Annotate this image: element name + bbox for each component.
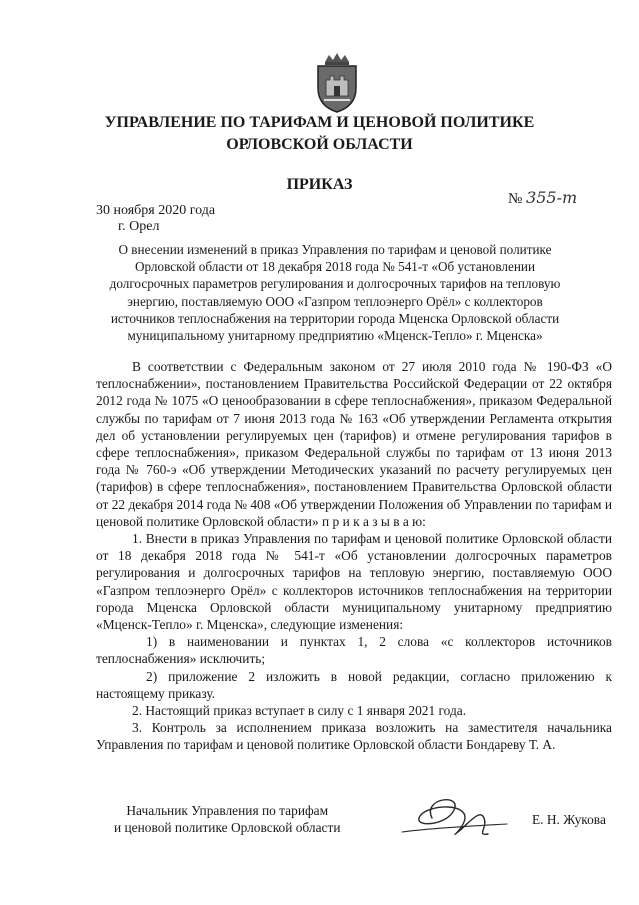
signatory-position-line1: Начальник Управления по тарифам — [126, 803, 329, 818]
number-sign: № — [508, 191, 523, 207]
organization-name-line1: УПРАВЛЕНИЕ ПО ТАРИФАМ И ЦЕНОВОЙ ПОЛИТИКЕ — [104, 114, 535, 131]
handwritten-signature — [392, 788, 512, 844]
document-city: г. Орел — [118, 219, 160, 234]
item-2-paragraph: 2. Настоящий приказ вступает в силу с 1 января 2021 года. — [132, 703, 467, 719]
handwritten-number: 355-т — [526, 188, 578, 207]
signatory-name: Е. Н. Жукова — [532, 812, 606, 827]
document-number — [508, 188, 577, 208]
document-date: 30 ноября 2020 года — [96, 203, 216, 218]
document-title: ПРИКАЗ — [286, 176, 353, 193]
document-subject: О внесении изменений в приказ Управления по тарифам и ценовой политике Орловской области от 18 декабря 2018 года № 541-т «Об установлении долгосрочных параметров регулирования и долгосрочных тарифов на тепловую энергию, поставляемую ООО «Газпром теплоэнерго Орёл» с коллекторов источников теплоснабжения на территории города Мценска Орловской области муниципальному унитарному предприятию «Мценск-Тепло» г. Мценска» — [109, 242, 561, 344]
preamble-paragraph: В соответствии с Федеральным законом от 27 июля 2010 года № 190-ФЗ «О теплоснабжении», постановлением Правительства Российской Федерации от 22 октября 2012 года № 1075 «О ценообразовании в сфере теплоснабжения», приказом Федеральной службы по тарифам от 7 июня 2013 года № 163 «Об утверждении Регламента открытия дел об установлении регулируемых цен (тарифов) и отмене регулирования тарифов в сфере теплоснабжения», приказом Федеральной службы по тарифам от 13 июня 2013 года № 760-э «Об утверждении Методических указаний по расчету регулируемых цен (тарифов) в сфере теплоснабжения», постановлением Правительства Орловской области от 22 декабря 2014 года № 408 «Об утверждении Положения об Управлении по тарифам и ценовой политике Орловской области» п р и к а з ы в а ю: — [96, 359, 612, 529]
item-1-2-paragraph: 2) приложение 2 изложить в новой редакции, согласно приложению к настоящему приказу. — [96, 668, 612, 701]
signatory-position-line2: и ценовой политике Орловской области — [114, 820, 341, 835]
item-1-1-paragraph: 1) в наименовании и пунктах 1, 2 слова «с коллекторов источников теплоснабжения» исключить; — [96, 634, 612, 667]
organization-name-line2: ОРЛОВСКОЙ ОБЛАСТИ — [226, 136, 413, 153]
signatory-position — [114, 802, 341, 836]
item-3-paragraph: 3. Контроль за исполнением приказа возложить на заместителя начальника Управления по тарифам и ценовой политике Орловской области Бондареву Т. А. — [96, 720, 612, 753]
document-body — [96, 358, 612, 754]
item-1-paragraph: 1. Внести в приказ Управления по тарифам и ценовой политике Орловской области от 18 декабря 2018 года № 541-т «Об установлении долгосрочных параметров регулирования и долгосрочных тарифов на тепловую энергию, поставляемую ООО «Газпром теплоэнерго Орёл» с коллекторов источников теплоснабжения на территории города Мценска Орловской области муниципальному унитарному предприятию «Мценск-Тепло» г. Мценска», следующие изменения: — [96, 531, 612, 633]
coat-of-arms-icon — [312, 52, 362, 114]
